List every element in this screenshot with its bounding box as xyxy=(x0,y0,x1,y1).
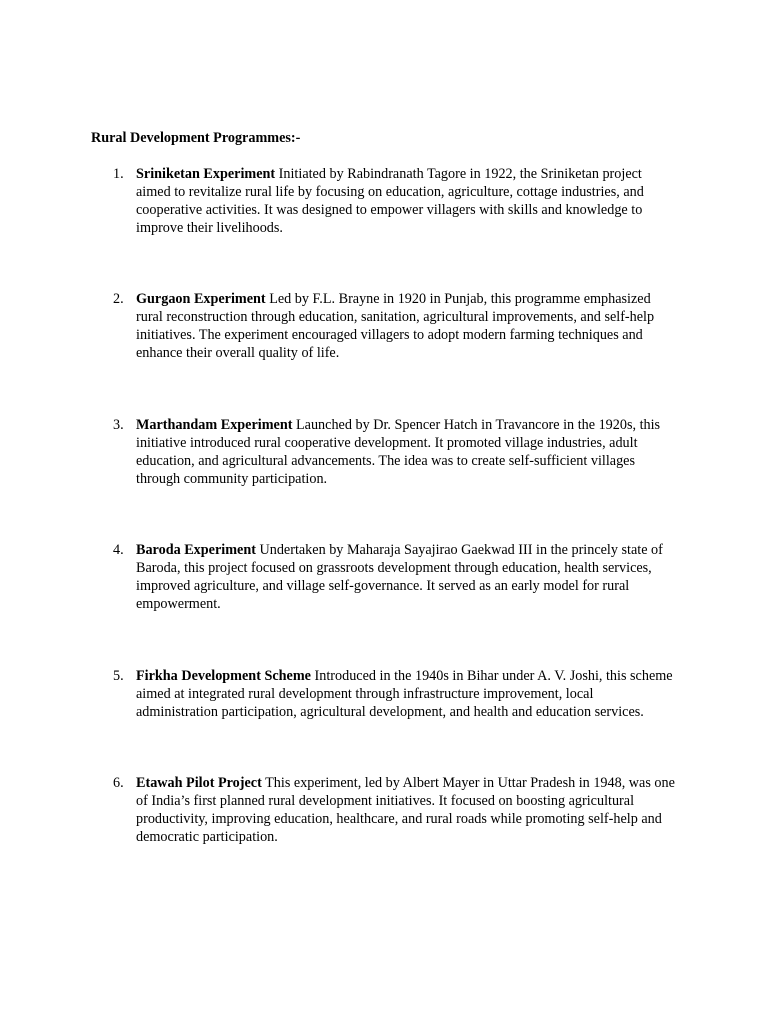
list-item-description: Initiated by Rabindranath Tagore in 1922, the Sriniketan project aimed to revitalize rural life by focusing on education, agriculture, cottage industries, and cooperative activities. It was designed to empower villagers with skills and knowledge to improve their livelihoods. xyxy=(136,166,644,236)
list-item-number: 6. xyxy=(113,775,124,791)
list-item-text xyxy=(136,667,676,721)
list-item xyxy=(113,416,675,488)
list-item xyxy=(113,774,675,846)
list-item-term: Marthandam Experiment xyxy=(136,417,293,433)
list-item-number: 3. xyxy=(113,417,124,433)
list-item-term: Etawah Pilot Project xyxy=(136,775,262,791)
list-item-term: Sriniketan Experiment xyxy=(136,166,276,182)
list-item xyxy=(113,290,675,362)
list-item-text xyxy=(136,774,676,846)
list-item-number: 4. xyxy=(113,542,124,558)
list-item-description: Led by F.L. Brayne in 1920 in Punjab, this programme emphasized rural reconstruction through education, sanitation, agricultural improvements, and self-help initiatives. The experiment encouraged villagers to adopt modern farming techniques and enhance their overall quality of life. xyxy=(136,291,655,361)
document-heading: Rural Development Programmes:- xyxy=(91,130,301,146)
list-item xyxy=(113,541,675,613)
list-item-description: Undertaken by Maharaja Sayajirao Gaekwad III in the princely state of Baroda, this project focused on grassroots development through education, health services, improved agriculture, and village self-governance. It served as an early model for rural empowerment. xyxy=(136,542,663,612)
list-item-text xyxy=(136,290,676,362)
list-item-description: Introduced in the 1940s in Bihar under A. V. Joshi, this scheme aimed at integrated rural development through infrastructure improvement, local administration participation, agricultural development, and health and education services. xyxy=(136,668,673,720)
list-item xyxy=(113,165,675,237)
list-item xyxy=(113,667,675,721)
list-item-text xyxy=(136,541,676,613)
list-item-term: Gurgaon Experiment xyxy=(136,291,266,307)
list-item-text xyxy=(136,416,676,488)
list-item-number: 2. xyxy=(113,291,124,307)
list-item-text xyxy=(136,165,676,237)
list-item-number: 5. xyxy=(113,668,124,684)
list-item-description: This experiment, led by Albert Mayer in Uttar Pradesh in 1948, was one of India’s first planned rural development initiatives. It focused on boosting agricultural productivity, improving education, healthcare, and rural roads while promoting self-help and democratic participation. xyxy=(136,775,675,845)
list-item-term: Firkha Development Scheme xyxy=(136,668,311,684)
list-item-term: Baroda Experiment xyxy=(136,542,256,558)
list-item-description: Launched by Dr. Spencer Hatch in Travancore in the 1920s, this initiative introduced rural cooperative development. It promoted village industries, adult education, and agricultural advancements. The idea was to create self-sufficient villages through community participation. xyxy=(136,417,661,487)
list-item-number: 1. xyxy=(113,166,124,182)
